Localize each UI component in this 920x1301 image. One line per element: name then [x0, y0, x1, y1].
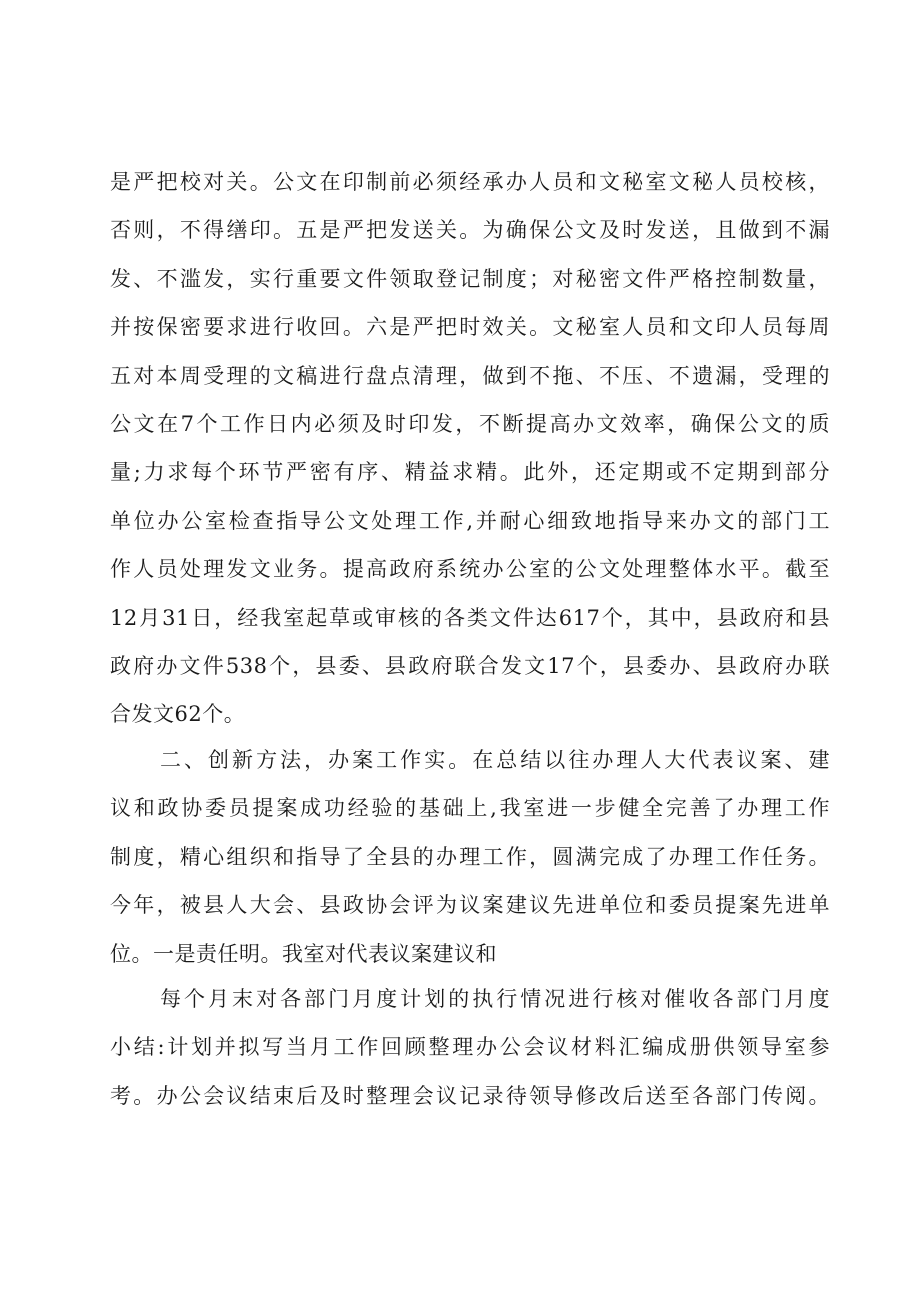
paragraph-line: 作人员处理发文业务。提高政府系统办公室的公文处理整体水平。截至 — [110, 557, 830, 582]
paragraph-proofreading-and-dispatch — [110, 158, 830, 739]
paragraph-case-handling — [110, 736, 830, 978]
paragraph-monthly-review — [110, 975, 830, 1120]
paragraph-line: 政府办文件538个，县委、县政府联合发文17个，县委办、县政府办联 — [110, 653, 830, 678]
paragraph-line: 议和政协委员提案成功经验的基础上,我室进一步健全完善了办理工作 — [110, 796, 830, 821]
paragraph-line: 公文在7个工作日内必须及时印发，不断提高办文效率，确保公文的质 — [110, 411, 830, 436]
paragraph-line: 发、不滥发，实行重要文件领取登记制度；对秘密文件严格控制数量， — [110, 266, 830, 291]
paragraph-line: 今年，被县人大会、县政协会评为议案建议先进单位和委员提案先进单 — [110, 893, 830, 918]
paragraph-line: 并按保密要求进行收回。六是严把时效关。文秘室人员和文印人员每周 — [110, 315, 830, 340]
paragraph-line: 否则，不得缮印。五是严把发送关。为确保公文及时发送，且做到不漏 — [110, 218, 830, 243]
paragraph-line: 五对本周受理的文稿进行盘点清理，做到不拖、不压、不遗漏，受理的 — [110, 363, 830, 388]
paragraph-line: 单位办公室检查指导公文处理工作,并耐心细致地指导来办文的部门工 — [110, 508, 830, 533]
paragraph-line: 制度，精心组织和指导了全县的办理工作，圆满完成了办理工作任务。 — [110, 844, 830, 869]
paragraph-line: 是严把校对关。公文在印制前必须经承办人员和文秘室文秘人员校核， — [110, 170, 830, 194]
paragraph-line: 位。一是责任明。我室对代表议案建议和 — [110, 941, 497, 966]
paragraph-line: 12月31日，经我室起草或审核的各类文件达617个，其中，县政府和县 — [110, 605, 830, 630]
paragraph-line: 每个月末对各部门月度计划的执行情况进行核对催收各部门月度 — [160, 987, 830, 1011]
paragraph-line: 考。办公会议结束后及时整理会议记录待领导修改后送至各部门传阅。 — [110, 1083, 830, 1108]
paragraph-line: 小结:计划并拟写当月工作回顾整理办公会议材料汇编成册供领导室参 — [110, 1035, 830, 1060]
paragraph-line: 二、创新方法，办案工作实。在总结以往办理人大代表议案、建 — [160, 748, 830, 772]
paragraph-line: 量;力求每个环节严密有序、精益求精。此外，还定期或不定期到部分 — [110, 460, 830, 485]
paragraph-line: 合发文62个。 — [110, 702, 246, 727]
